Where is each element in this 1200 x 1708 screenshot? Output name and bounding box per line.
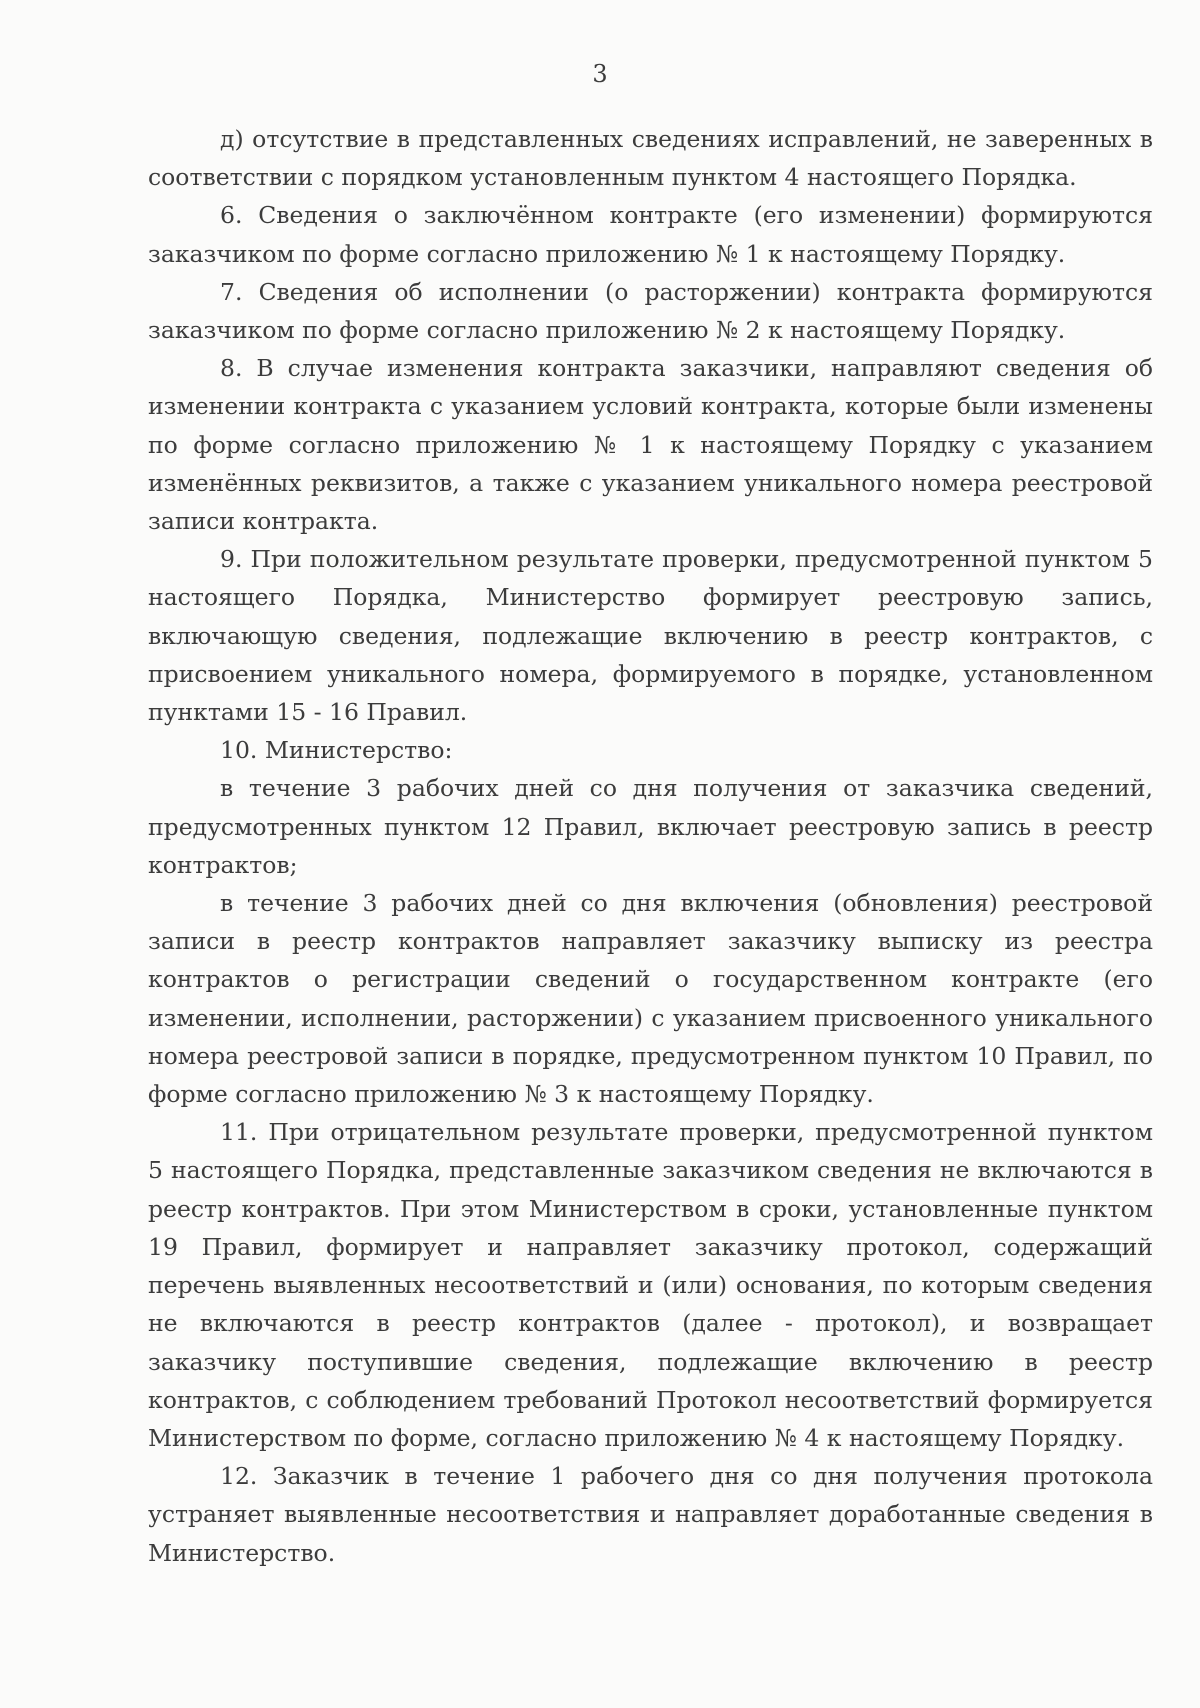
paragraph-9: 9. При положительном результате проверки, предусмотренной пунктом 5 настоящего Порядка, Министерство формирует реестровую запись, включающую сведения, подлежащие включению в реестр контрактов, с присвоением уникального номера, формируемого в порядке, установленном пунктами 15 - 16 Правил.: [148, 545, 1153, 727]
paragraph-11: 11. При отрицательном результате проверки, предусмотренной пунктом 5 настоящего Порядка, представленные заказчиком сведения не включаются в реестр контрактов. При этом Министерством в сроки, установленные пунктом 19 Правил, формирует и направляет заказчику протокол, содержащий перечень выявленных несоответствий и (или) основания, по которым сведения не включаются в реестр контрактов (далее - протокол), и возвращает заказчику поступившие сведения, подлежащие включению в реестр контрактов, с соблюдением требований Протокол несоответствий формируется Министерством по форме, согласно приложению № 4 к настоящему Порядку.: [148, 1118, 1153, 1452]
paragraph-8: 8. В случае изменения контракта заказчики, направляют сведения об изменении контракта с указанием условий контракта, которые были изменены по форме согласно приложению № 1 к настоящему Порядку с указанием изменённых реквизитов, а также с указанием уникального номера реестровой записи контракта.: [148, 354, 1153, 536]
paragraph-10: 10. Министерство:: [220, 736, 453, 765]
paragraph-10-clause-1: в течение 3 рабочих дней со дня получения от заказчика сведений, предусмотренных пунктом 12 Правил, включает реестровую запись в реестр контрактов;: [148, 774, 1153, 879]
paragraph-10-clause-2: в течение 3 рабочих дней со дня включения (обновления) реестровой записи в реестр контрактов направляет заказчику выписку из реестра контрактов о регистрации сведений о государственном контракте (его изменении, исполнении, расторжении) с указанием присвоенного уникального номера реестровой записи в порядке, предусмотренном пунктом 10 Правил, по форме согласно приложению № 3 к настоящему Порядку.: [148, 889, 1153, 1109]
paragraph-item-d: д) отсутствие в представленных сведениях исправлений, не заверенных в соответствии с порядком установленным пунктом 4 настоящего Порядка.: [148, 125, 1153, 192]
page-number: 3: [592, 60, 608, 88]
document-body: [148, 120, 1153, 1572]
paragraph-12: 12. Заказчик в течение 1 рабочего дня со дня получения протокола устраняет выявленные несоответствия и направляет доработанные сведения в Министерство.: [148, 1462, 1153, 1567]
paragraph-6: 6. Сведения о заключённом контракте (его изменении) формируются заказчиком по форме согласно приложению № 1 к настоящему Порядку.: [148, 201, 1153, 268]
paragraph-7: 7. Сведения об исполнении (о расторжении) контракта формируются заказчиком по форме согласно приложению № 2 к настоящему Порядку.: [148, 277, 1153, 345]
